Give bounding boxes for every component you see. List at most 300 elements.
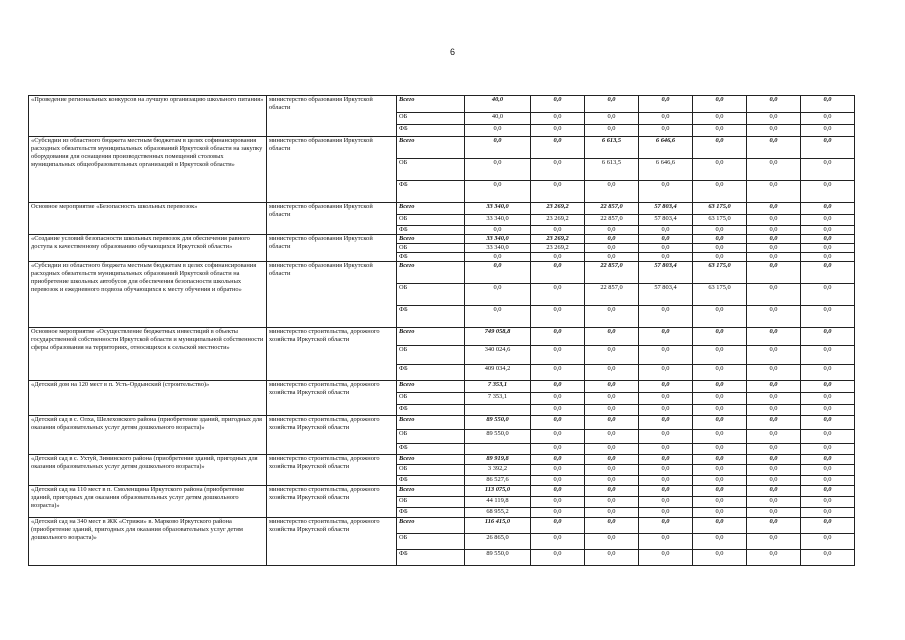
amount-cell: 0,0	[747, 534, 801, 550]
amount-cell: 0,0	[585, 476, 639, 486]
amount-cell: 0,0	[801, 508, 855, 518]
amount-cell: 0,0	[585, 328, 639, 346]
amount-cell: 0,0	[585, 244, 639, 253]
funding-source: ОБ	[397, 465, 465, 476]
amount-cell: 0,0	[585, 550, 639, 566]
amount-cell: 0,0	[801, 284, 855, 306]
amount-cell: 0,0	[639, 381, 693, 393]
amount-cell: 0,0	[639, 346, 693, 365]
amount-cell: 0,0	[585, 416, 639, 430]
amount-cell: 0,0	[693, 253, 747, 262]
amount-cell: 0,0	[801, 497, 855, 508]
funding-source: ФБ	[397, 125, 465, 137]
amount-cell: 63 175,0	[693, 284, 747, 306]
amount-cell: 0,0	[747, 497, 801, 508]
amount-cell: 0,0	[747, 159, 801, 181]
amount-cell: 0,0	[747, 455, 801, 465]
amount-cell: 0,0	[801, 215, 855, 226]
responsible-org: министерство образования Иркутской области	[267, 203, 397, 235]
amount-cell: 33 340,0	[465, 215, 531, 226]
amount-cell: 0,0	[693, 113, 747, 125]
funding-source: Всего	[397, 262, 465, 284]
amount-cell: 0,0	[465, 253, 531, 262]
measure-name: Основное мероприятие «Безопасность школьных перевозок»	[29, 203, 267, 235]
funding-source: ОБ	[397, 497, 465, 508]
funding-source: ФБ	[397, 181, 465, 203]
responsible-org: министерство строительства, дорожного хозяйства Иркутской области	[267, 455, 397, 486]
responsible-org: министерство образования Иркутской области	[267, 235, 397, 262]
amount-cell: 0,0	[801, 226, 855, 235]
amount-cell: 0,0	[693, 405, 747, 416]
amount-cell: 0,0	[639, 328, 693, 346]
responsible-org: министерство строительства, дорожного хозяйства Иркутской области	[267, 518, 397, 566]
amount-cell: 0,0	[531, 486, 585, 497]
amount-cell: 23 269,2	[531, 215, 585, 226]
funding-source: Всего	[397, 203, 465, 215]
amount-cell: 0,0	[747, 405, 801, 416]
amount-cell: 0,0	[801, 365, 855, 381]
amount-cell: 0,0	[693, 125, 747, 137]
amount-cell: 0,0	[531, 381, 585, 393]
amount-cell: 0,0	[801, 159, 855, 181]
amount-cell: 0,0	[585, 181, 639, 203]
amount-cell: 0,0	[801, 550, 855, 566]
amount-cell: 0,0	[531, 328, 585, 346]
table-row	[29, 518, 855, 534]
amount-cell: 0,0	[693, 486, 747, 497]
table-row	[29, 235, 855, 244]
amount-cell: 0,0	[747, 365, 801, 381]
amount-cell: 0,0	[531, 455, 585, 465]
measure-name: Основное мероприятие «Осуществление бюджетных инвестиций в объекты государственной собственности Иркутской области и муниципальной собственности сферы образования на территориях, относящихся к сельской местности»	[29, 328, 267, 381]
amount-cell: 0,0	[585, 518, 639, 534]
amount-cell: 0,0	[747, 125, 801, 137]
amount-cell: 0,0	[693, 476, 747, 486]
amount-cell: 0,0	[531, 159, 585, 181]
amount-cell: 22 857,0	[585, 215, 639, 226]
amount-cell: 6 646,6	[639, 137, 693, 159]
funding-source: Всего	[397, 137, 465, 159]
amount-cell: 0,0	[801, 244, 855, 253]
amount-cell: 89 550,0	[465, 416, 531, 430]
amount-cell: 57 803,4	[639, 284, 693, 306]
amount-cell: 0,0	[747, 486, 801, 497]
amount-cell: 0,0	[747, 226, 801, 235]
funding-source: ФБ	[397, 253, 465, 262]
amount-cell: 0,0	[639, 96, 693, 113]
amount-cell: 0,0	[801, 518, 855, 534]
amount-cell: 340 024,6	[465, 346, 531, 365]
amount-cell: 0,0	[585, 393, 639, 405]
amount-cell: 0,0	[693, 226, 747, 235]
measure-name: «Субсидии из областного бюджета местным бюджетам в целях софинансирования расходных обязательств муниципальных образований Иркутской области на приобретение школьных автобусов для обеспечения безопасности школьных перевозок и ежедневного подвоза обучающихся к месту обучения и обратно»	[29, 262, 267, 328]
funding-source: Всего	[397, 235, 465, 244]
funding-source: ОБ	[397, 534, 465, 550]
funding-source: Всего	[397, 416, 465, 430]
amount-cell: 0,0	[801, 416, 855, 430]
amount-cell: 0,0	[639, 235, 693, 244]
amount-cell: 0,0	[639, 465, 693, 476]
amount-cell: 0,0	[531, 125, 585, 137]
funding-source: ФБ	[397, 444, 465, 455]
table-row	[29, 486, 855, 497]
amount-cell: 33 340,0	[465, 235, 531, 244]
amount-cell: 0,0	[693, 455, 747, 465]
amount-cell: 0,0	[531, 497, 585, 508]
amount-cell: 0,0	[639, 306, 693, 328]
amount-cell: 0,0	[585, 346, 639, 365]
funding-source: ОБ	[397, 284, 465, 306]
amount-cell	[465, 444, 531, 455]
amount-cell: 0,0	[465, 284, 531, 306]
amount-cell: 0,0	[585, 96, 639, 113]
amount-cell: 57 803,4	[639, 215, 693, 226]
amount-cell: 0,0	[801, 253, 855, 262]
amount-cell: 0,0	[801, 235, 855, 244]
measure-name: «Проведение региональных конкурсов на лучшую организацию школьного питания»	[29, 96, 267, 137]
amount-cell: 0,0	[801, 125, 855, 137]
responsible-org: министерство строительства, дорожного хозяйства Иркутской области	[267, 416, 397, 455]
amount-cell: 0,0	[465, 125, 531, 137]
amount-cell: 0,0	[585, 534, 639, 550]
amount-cell: 0,0	[531, 226, 585, 235]
amount-cell: 7 353,1	[465, 393, 531, 405]
responsible-org: министерство образования Иркутской области	[267, 96, 397, 137]
amount-cell: 0,0	[693, 465, 747, 476]
page-number: 6	[449, 47, 455, 57]
amount-cell: 0,0	[639, 253, 693, 262]
amount-cell: 33 340,0	[465, 203, 531, 215]
amount-cell: 0,0	[585, 125, 639, 137]
amount-cell: 40,0	[465, 96, 531, 113]
table-row	[29, 262, 855, 284]
amount-cell: 0,0	[801, 262, 855, 284]
amount-cell: 63 175,0	[693, 203, 747, 215]
amount-cell: 0,0	[801, 405, 855, 416]
amount-cell: 0,0	[531, 416, 585, 430]
funding-source: Всего	[397, 486, 465, 497]
amount-cell: 0,0	[465, 226, 531, 235]
amount-cell: 0,0	[639, 476, 693, 486]
amount-cell: 0,0	[639, 534, 693, 550]
amount-cell: 63 175,0	[693, 262, 747, 284]
measure-name: «Детский сад на 110 мест в п. Смоленщина Иркутского района (приобретение зданий, пригодных для оказания образовательных услуг детям дошкольного возраста)»	[29, 486, 267, 518]
amount-cell: 89 550,0	[465, 430, 531, 444]
amount-cell: 0,0	[639, 430, 693, 444]
funding-source: Всего	[397, 381, 465, 393]
amount-cell: 0,0	[747, 416, 801, 430]
amount-cell: 0,0	[693, 508, 747, 518]
funding-source: ОБ	[397, 159, 465, 181]
amount-cell: 749 058,8	[465, 328, 531, 346]
budget-table	[28, 95, 855, 566]
amount-cell: 0,0	[639, 508, 693, 518]
amount-cell: 0,0	[693, 444, 747, 455]
amount-cell: 0,0	[747, 181, 801, 203]
amount-cell: 0,0	[693, 137, 747, 159]
amount-cell: 57 803,4	[639, 203, 693, 215]
table-row	[29, 416, 855, 430]
amount-cell: 0,0	[747, 262, 801, 284]
amount-cell: 0,0	[747, 244, 801, 253]
amount-cell: 0,0	[531, 444, 585, 455]
responsible-org: министерство строительства, дорожного хозяйства Иркутской области	[267, 328, 397, 381]
amount-cell: 0,0	[747, 430, 801, 444]
amount-cell: 0,0	[747, 215, 801, 226]
amount-cell: 0,0	[801, 393, 855, 405]
funding-source: ОБ	[397, 346, 465, 365]
measure-name: «Субсидии из областного бюджета местным бюджетам в целях софинансирования расходных обязательств муниципальных образований Иркутской области на закупку оборудования для оснащения производственных помещений столовых муниципальных общеобразовательных организаций в Иркутской области»	[29, 137, 267, 203]
amount-cell: 0,0	[693, 497, 747, 508]
amount-cell: 0,0	[531, 508, 585, 518]
amount-cell: 40,0	[465, 113, 531, 125]
funding-source: ОБ	[397, 113, 465, 125]
amount-cell: 0,0	[747, 253, 801, 262]
table-row	[29, 96, 855, 113]
amount-cell: 0,0	[585, 405, 639, 416]
amount-cell: 33 340,0	[465, 244, 531, 253]
amount-cell: 0,0	[747, 550, 801, 566]
amount-cell: 86 527,6	[465, 476, 531, 486]
amount-cell: 0,0	[639, 125, 693, 137]
funding-source: ОБ	[397, 215, 465, 226]
amount-cell: 0,0	[693, 346, 747, 365]
amount-cell: 0,0	[693, 430, 747, 444]
measure-name: «Детский сад в с. Ухтуй, Зиминского района (приобретение зданий, пригодных для оказания образовательных услуг детям дошкольного возраста)»	[29, 455, 267, 486]
amount-cell: 0,0	[639, 113, 693, 125]
funding-source: ФБ	[397, 508, 465, 518]
measure-name: «Детский сад на 340 мест в ЖК «Стрижи» в. Марково Иркутского района (приобретение зданий, пригодных для оказания образовательных услуг детям дошкольного возраста)»	[29, 518, 267, 566]
amount-cell: 0,0	[801, 113, 855, 125]
amount-cell: 0,0	[747, 306, 801, 328]
funding-source: ФБ	[397, 550, 465, 566]
amount-cell: 0,0	[639, 365, 693, 381]
amount-cell: 0,0	[531, 476, 585, 486]
amount-cell: 0,0	[531, 137, 585, 159]
amount-cell: 0,0	[531, 181, 585, 203]
amount-cell: 0,0	[531, 430, 585, 444]
funding-source: ОБ	[397, 393, 465, 405]
amount-cell: 0,0	[747, 328, 801, 346]
amount-cell: 0,0	[639, 393, 693, 405]
amount-cell: 0,0	[531, 550, 585, 566]
amount-cell	[465, 405, 531, 416]
amount-cell: 0,0	[747, 96, 801, 113]
measure-name: «Детский сад в с. Олха, Шелеховского района (приобретение зданий, пригодных для оказания образовательных услуг детям дошкольного возраста)»	[29, 416, 267, 455]
amount-cell: 0,0	[801, 181, 855, 203]
amount-cell: 68 955,2	[465, 508, 531, 518]
amount-cell: 0,0	[585, 235, 639, 244]
amount-cell: 0,0	[531, 346, 585, 365]
amount-cell: 0,0	[801, 430, 855, 444]
amount-cell: 0,0	[747, 508, 801, 518]
amount-cell: 0,0	[585, 465, 639, 476]
amount-cell: 0,0	[465, 306, 531, 328]
amount-cell: 0,0	[801, 444, 855, 455]
responsible-org: министерство образования Иркутской области	[267, 262, 397, 328]
funding-source: ФБ	[397, 365, 465, 381]
amount-cell: 0,0	[693, 518, 747, 534]
responsible-org: министерство строительства, дорожного хозяйства Иркутской области	[267, 486, 397, 518]
amount-cell: 89 550,0	[465, 550, 531, 566]
amount-cell: 0,0	[747, 465, 801, 476]
funding-source: Всего	[397, 518, 465, 534]
amount-cell: 0,0	[801, 465, 855, 476]
amount-cell: 0,0	[465, 262, 531, 284]
table-body	[29, 96, 855, 566]
amount-cell: 0,0	[693, 393, 747, 405]
amount-cell: 116 415,0	[465, 518, 531, 534]
funding-source: ОБ	[397, 430, 465, 444]
amount-cell: 0,0	[531, 284, 585, 306]
amount-cell: 0,0	[747, 346, 801, 365]
amount-cell: 0,0	[801, 346, 855, 365]
amount-cell: 0,0	[693, 181, 747, 203]
funding-source: ФБ	[397, 405, 465, 416]
funding-source: ФБ	[397, 306, 465, 328]
amount-cell: 0,0	[585, 226, 639, 235]
amount-cell: 23 269,2	[531, 244, 585, 253]
amount-cell: 0,0	[585, 253, 639, 262]
table-row	[29, 328, 855, 346]
amount-cell: 0,0	[585, 486, 639, 497]
amount-cell: 0,0	[693, 96, 747, 113]
funding-source: Всего	[397, 328, 465, 346]
amount-cell: 23 269,2	[531, 203, 585, 215]
amount-cell: 0,0	[585, 306, 639, 328]
amount-cell: 22 857,0	[585, 284, 639, 306]
amount-cell: 26 865,0	[465, 534, 531, 550]
amount-cell: 22 857,0	[585, 262, 639, 284]
amount-cell: 0,0	[465, 137, 531, 159]
responsible-org: министерство строительства, дорожного хозяйства Иркутской области	[267, 381, 397, 416]
amount-cell: 0,0	[639, 405, 693, 416]
amount-cell: 0,0	[747, 381, 801, 393]
amount-cell: 0,0	[693, 365, 747, 381]
responsible-org: министерство образования Иркутской области	[267, 137, 397, 203]
amount-cell: 0,0	[693, 306, 747, 328]
amount-cell: 0,0	[585, 508, 639, 518]
amount-cell: 0,0	[693, 235, 747, 244]
amount-cell: 0,0	[801, 306, 855, 328]
amount-cell: 0,0	[693, 244, 747, 253]
amount-cell: 0,0	[801, 381, 855, 393]
amount-cell: 0,0	[639, 226, 693, 235]
table-row	[29, 455, 855, 465]
amount-cell: 0,0	[465, 181, 531, 203]
amount-cell: 0,0	[693, 159, 747, 181]
amount-cell: 0,0	[801, 96, 855, 113]
measure-name: «Детский дом на 120 мест в п. Усть-Ордынский (строительство)»	[29, 381, 267, 416]
amount-cell: 0,0	[585, 497, 639, 508]
amount-cell: 89 919,8	[465, 455, 531, 465]
amount-cell: 0,0	[747, 476, 801, 486]
amount-cell: 0,0	[531, 262, 585, 284]
amount-cell: 6 613,5	[585, 159, 639, 181]
amount-cell: 0,0	[747, 235, 801, 244]
amount-cell: 57 803,4	[639, 262, 693, 284]
amount-cell: 0,0	[747, 444, 801, 455]
amount-cell: 0,0	[639, 444, 693, 455]
amount-cell: 0,0	[465, 159, 531, 181]
amount-cell: 0,0	[747, 113, 801, 125]
table-row	[29, 381, 855, 393]
amount-cell: 23 269,2	[531, 235, 585, 244]
funding-source: ФБ	[397, 476, 465, 486]
amount-cell: 0,0	[747, 518, 801, 534]
amount-cell: 0,0	[801, 486, 855, 497]
amount-cell: 0,0	[639, 486, 693, 497]
amount-cell: 44 119,8	[465, 497, 531, 508]
funding-source: Всего	[397, 455, 465, 465]
amount-cell: 0,0	[531, 534, 585, 550]
amount-cell: 0,0	[639, 416, 693, 430]
measure-name: «Создание условий безопасности школьных перевозок для обеспечения равного доступа к качественному образованию обучающихся Иркутской области»	[29, 235, 267, 262]
amount-cell: 0,0	[801, 476, 855, 486]
amount-cell: 0,0	[531, 253, 585, 262]
amount-cell: 409 034,2	[465, 365, 531, 381]
amount-cell: 0,0	[585, 455, 639, 465]
amount-cell: 63 175,0	[693, 215, 747, 226]
amount-cell: 0,0	[747, 203, 801, 215]
amount-cell: 6 646,6	[639, 159, 693, 181]
amount-cell: 0,0	[693, 416, 747, 430]
amount-cell: 0,0	[531, 393, 585, 405]
amount-cell: 0,0	[531, 113, 585, 125]
amount-cell: 0,0	[531, 306, 585, 328]
funding-source: ФБ	[397, 226, 465, 235]
amount-cell: 0,0	[747, 284, 801, 306]
amount-cell: 0,0	[693, 534, 747, 550]
amount-cell: 0,0	[801, 534, 855, 550]
amount-cell: 0,0	[747, 137, 801, 159]
funding-source: ОБ	[397, 244, 465, 253]
amount-cell: 0,0	[531, 96, 585, 113]
amount-cell: 0,0	[639, 550, 693, 566]
amount-cell: 113 075,0	[465, 486, 531, 497]
amount-cell: 0,0	[531, 365, 585, 381]
amount-cell: 0,0	[639, 518, 693, 534]
amount-cell: 0,0	[639, 497, 693, 508]
amount-cell: 0,0	[747, 393, 801, 405]
amount-cell: 0,0	[801, 137, 855, 159]
amount-cell: 0,0	[585, 113, 639, 125]
amount-cell: 0,0	[801, 203, 855, 215]
funding-source: Всего	[397, 96, 465, 113]
amount-cell: 22 857,0	[585, 203, 639, 215]
amount-cell: 0,0	[585, 430, 639, 444]
amount-cell: 0,0	[639, 244, 693, 253]
amount-cell: 3 392,2	[465, 465, 531, 476]
table-row	[29, 137, 855, 159]
amount-cell: 0,0	[585, 381, 639, 393]
amount-cell: 0,0	[693, 328, 747, 346]
amount-cell: 0,0	[639, 181, 693, 203]
amount-cell: 6 613,5	[585, 137, 639, 159]
amount-cell: 0,0	[585, 444, 639, 455]
amount-cell: 7 353,1	[465, 381, 531, 393]
amount-cell: 0,0	[801, 455, 855, 465]
amount-cell: 0,0	[531, 405, 585, 416]
amount-cell: 0,0	[693, 550, 747, 566]
table-row	[29, 203, 855, 215]
amount-cell: 0,0	[531, 518, 585, 534]
amount-cell: 0,0	[531, 465, 585, 476]
amount-cell: 0,0	[693, 381, 747, 393]
amount-cell: 0,0	[801, 328, 855, 346]
amount-cell: 0,0	[639, 455, 693, 465]
amount-cell: 0,0	[585, 365, 639, 381]
